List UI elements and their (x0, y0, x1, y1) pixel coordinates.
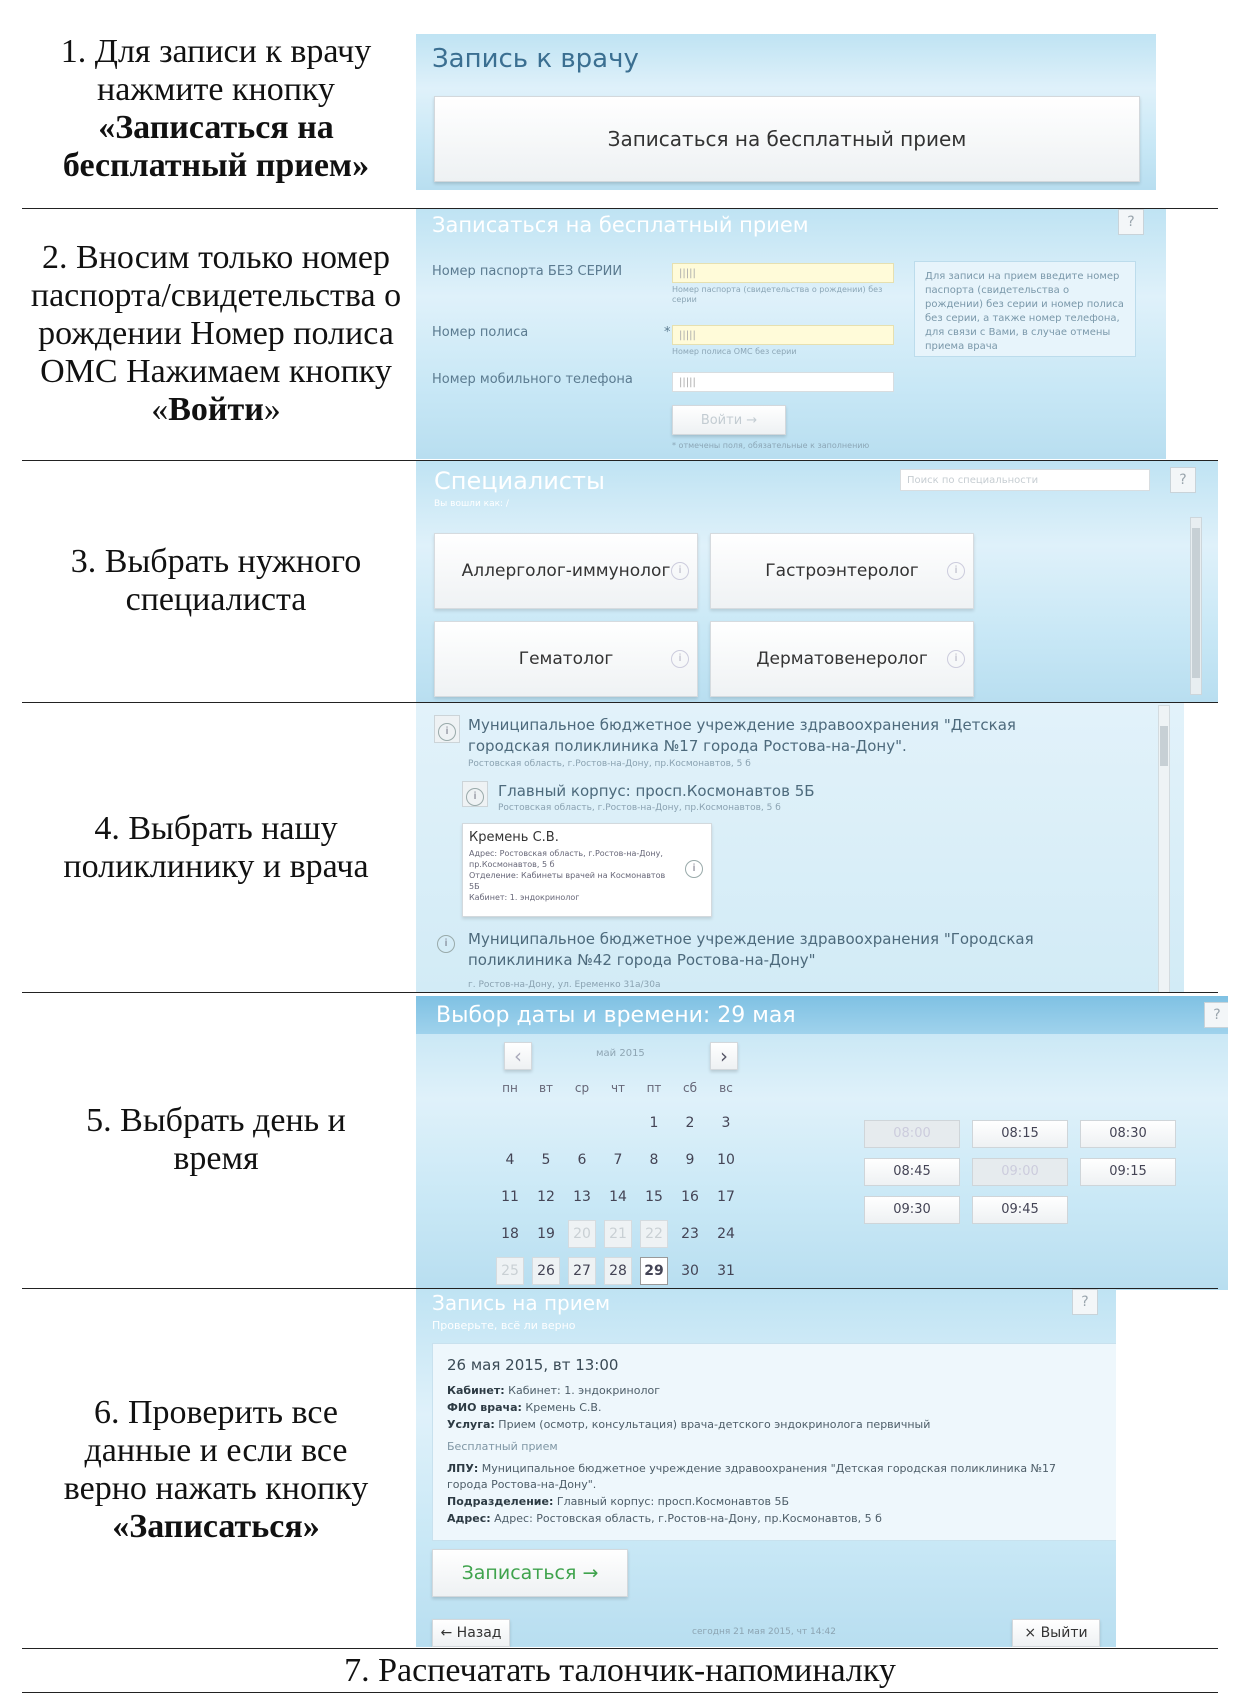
calendar-day[interactable]: 16 (681, 1188, 699, 1205)
step-3-instruction (22, 462, 410, 700)
time-slot[interactable]: 08:15 (972, 1120, 1068, 1148)
calendar-day[interactable]: 13 (573, 1188, 591, 1205)
weekday-thu: чт (610, 1081, 626, 1095)
day-label: 27 (568, 1257, 596, 1285)
calendar-day-disabled (636, 1215, 672, 1252)
divider (22, 1692, 1218, 1693)
room-value: Кабинет: 1. эндокринолог (504, 1384, 660, 1397)
weekday-mon: пн (502, 1081, 518, 1095)
passport-hint: Номер паспорта (свидетельства о рождении) без серии (672, 285, 883, 304)
calendar-day[interactable]: 1 (649, 1114, 659, 1131)
calendar-day[interactable]: 2 (685, 1114, 695, 1131)
day-label: 20 (568, 1220, 596, 1248)
login-button[interactable]: Войти → (672, 405, 786, 435)
prev-month-button[interactable]: ‹ (504, 1042, 532, 1070)
time-slot[interactable]: 08:45 (864, 1158, 960, 1186)
building-name[interactable]: Главный корпус: просп.Космонавтов 5Б (498, 782, 815, 800)
step-6-bold: «Записаться» (112, 1508, 320, 1545)
specialist-label: Дерматовенеролог (756, 649, 928, 669)
doctor-room: Кабинет: 1. эндокринолог (469, 893, 580, 902)
info-icon[interactable]: i (671, 562, 689, 580)
panel-date-time (416, 996, 1228, 1290)
doctor-name: Кремень С.В. (469, 830, 559, 845)
info-icon: i (438, 723, 456, 741)
step-5-text: 5. Выбрать день и время (86, 1102, 346, 1177)
divider (22, 992, 1218, 993)
info-icon[interactable]: i (947, 562, 965, 580)
specialist-label: Гематолог (518, 649, 614, 669)
info-icon: i (437, 935, 455, 953)
calendar-day[interactable]: 3 (721, 1114, 731, 1131)
calendar-day[interactable]: 9 (685, 1151, 695, 1168)
calendar-day (528, 1104, 564, 1141)
weekday-sun: вс (719, 1081, 733, 1095)
calendar-day-disabled (564, 1215, 600, 1252)
help-icon[interactable]: ? (1170, 467, 1196, 493)
step-6-instruction (22, 1290, 410, 1650)
clinic-1-info-button[interactable] (434, 715, 460, 743)
time-slot-disabled: 09:00 (972, 1158, 1068, 1186)
help-icon[interactable]: ? (1072, 1289, 1098, 1315)
today-label: сегодня 21 мая 2015, чт 14:42 (692, 1627, 836, 1637)
division-label: Подразделение: (447, 1495, 554, 1508)
submit-appointment-button[interactable]: Записаться → (432, 1549, 628, 1597)
service-label: Услуга: (447, 1418, 495, 1431)
day-label: 29 (640, 1257, 668, 1285)
panel-1-title: Запись к врачу (432, 44, 639, 74)
quote-close: » (263, 391, 281, 428)
calendar-day[interactable]: 12 (537, 1188, 555, 1205)
panel-6-title: Запись на прием (432, 1291, 611, 1315)
service-value: Прием (осмотр, консультация) врача-детского эндокринолога первичный (494, 1418, 931, 1431)
calendar-day (564, 1104, 600, 1141)
specialist-hematologist[interactable] (434, 621, 698, 697)
help-icon[interactable]: ? (1204, 1002, 1228, 1028)
room-label: Кабинет: (447, 1384, 505, 1397)
required-mark: * (664, 325, 671, 340)
quote-open: « (151, 391, 169, 428)
info-icon[interactable]: i (685, 860, 703, 878)
back-button[interactable]: ← Назад (432, 1619, 510, 1647)
calendar-day-disabled (492, 1252, 528, 1289)
step-4-instruction (22, 704, 410, 992)
building-address: Ростовская область, г.Ростов-на-Дону, пр.Космонавтов, 5 б (498, 803, 781, 813)
free-appointment-button[interactable]: Записаться на бесплатный прием (434, 96, 1140, 182)
time-slot-disabled: 08:00 (864, 1120, 960, 1148)
calendar-day (492, 1104, 528, 1141)
info-icon: i (466, 788, 484, 806)
free-label: Бесплатный прием (447, 1440, 558, 1453)
day-label: 28 (604, 1257, 632, 1285)
clinic-2-name[interactable]: Муниципальное бюджетное учреждение здравоохранения "Городская поликлиника №42 города Ростова-на-Дону" (468, 930, 1034, 969)
doctor-value: Кремень С.В. (521, 1401, 602, 1414)
building-info-button[interactable] (462, 781, 488, 807)
step-2-text: 2. Вносим только номер паспорта/свидетельства о рождении Номер полиса ОМС Нажимаем кнопку (30, 239, 402, 390)
lpu-label: ЛПУ: (447, 1462, 479, 1475)
calendar-day[interactable]: 5 (541, 1151, 551, 1168)
day-label: 21 (604, 1220, 632, 1248)
calendar-day[interactable]: 30 (681, 1262, 699, 1279)
doctor-card[interactable] (462, 823, 712, 917)
help-icon[interactable]: ? (1118, 209, 1144, 235)
weekday-fri: пт (646, 1081, 662, 1095)
weekday-tue: вт (538, 1081, 554, 1095)
calendar-day[interactable]: 24 (717, 1225, 735, 1242)
step-1-instruction (22, 28, 410, 190)
clinic-1-name[interactable]: Муниципальное бюджетное учреждение здравоохранения "Детская городская поликлиника №17 города Ростова-на-Дону". (468, 716, 1016, 755)
appointment-summary-card (432, 1343, 1116, 1541)
step-4-text: 4. Выбрать нашу поликлинику и врача (63, 810, 369, 885)
day-label: 22 (640, 1220, 668, 1248)
panel-confirm (416, 1289, 1116, 1647)
policy-label: Номер полиса (432, 325, 529, 340)
weekday-sat: сб (683, 1081, 697, 1095)
time-slot[interactable]: 09:30 (864, 1196, 960, 1224)
lpu-line (447, 1462, 1056, 1475)
clinic-1-address: Ростовская область, г.Ростов-на-Дону, пр.Космонавтов, 5 б (468, 759, 751, 769)
calendar-day[interactable]: 23 (681, 1225, 699, 1242)
panel-login (416, 209, 1166, 459)
specialist-gastroenterologist[interactable] (710, 533, 974, 609)
scrollbar[interactable] (1158, 705, 1170, 993)
calendar-day[interactable]: 18 (501, 1225, 519, 1242)
doctor-department: Отделение: Кабинеты врачей на Космонавтов 5Б (469, 871, 666, 891)
calendar-day[interactable]: 15 (645, 1188, 663, 1205)
lpu-line-2: города Ростова-на-Дону". (447, 1478, 597, 1491)
panel-5-title: Выбор даты и времени: 29 мая (436, 1003, 796, 1028)
calendar-day[interactable]: 7 (613, 1151, 623, 1168)
address-label: Адрес: (447, 1512, 491, 1525)
phone-input[interactable]: ||||| (672, 372, 894, 392)
calendar-day (600, 1104, 636, 1141)
clinic-2-info-button[interactable] (434, 929, 458, 953)
calendar-day[interactable]: 6 (577, 1151, 587, 1168)
required-note: * отмечены поля, обязательные к заполнению (672, 441, 870, 450)
division-line (447, 1495, 789, 1508)
scrollbar[interactable] (1190, 517, 1202, 695)
step-5-instruction (22, 994, 410, 1286)
calendar-day[interactable]: 19 (537, 1225, 555, 1242)
calendar-day-available[interactable] (564, 1252, 600, 1289)
scrollbar-thumb[interactable] (1160, 726, 1168, 766)
weekday-wed: ср (574, 1081, 590, 1095)
calendar-day[interactable]: 14 (609, 1188, 627, 1205)
time-slot[interactable]: 08:30 (1080, 1120, 1176, 1148)
info-icon[interactable]: i (947, 650, 965, 668)
panel-3-subtitle: Вы вошли как: / (434, 499, 509, 509)
calendar-day-selected[interactable] (636, 1252, 672, 1289)
doctor-line (447, 1401, 601, 1414)
specialist-search-input[interactable]: Поиск по специальности (900, 469, 1150, 491)
specialist-label: Гастроэнтеролог (765, 561, 919, 581)
panel-3-title: Специалисты (434, 467, 605, 495)
time-slot[interactable]: 09:15 (1080, 1158, 1176, 1186)
doctor-address: Адрес: Ростовская область, г.Ростов-на-Дону, пр.Космонавтов, 5 б (469, 849, 663, 869)
lpu-value: Муниципальное бюджетное учреждение здравоохранения "Детская городская поликлиника №17 (478, 1462, 1057, 1475)
appointment-datetime: 26 мая 2015, вт 13:00 (447, 1356, 619, 1374)
step-7-instruction: 7. Распечатать талончик-напоминалку (344, 1652, 896, 1689)
month-label: май 2015 (596, 1048, 645, 1059)
time-slot[interactable]: 09:45 (972, 1196, 1068, 1224)
policy-hint: Номер полиса ОМС без серии (672, 347, 797, 356)
step-6-text: 6. Проверить все данные и если все верно нажать кнопку (63, 1394, 369, 1507)
step-1-bold: «Записаться на бесплатный прием» (62, 109, 370, 184)
room-line (447, 1384, 660, 1397)
calendar-day-available[interactable] (600, 1252, 636, 1289)
step-2-instruction (22, 212, 410, 456)
calendar-day[interactable]: 17 (717, 1188, 735, 1205)
doctor-label: ФИО врача: (447, 1401, 522, 1414)
step-2-bold: Войти (168, 391, 264, 428)
calendar-day[interactable]: 4 (505, 1151, 515, 1168)
specialist-label: Аллерголог-иммунолог (461, 561, 671, 581)
calendar-day[interactable]: 8 (649, 1151, 659, 1168)
passport-label: Номер паспорта БЕЗ СЕРИИ (432, 264, 623, 279)
next-month-button[interactable]: › (710, 1042, 738, 1070)
step-3-text: 3. Выбрать нужного специалиста (70, 543, 362, 618)
calendar-day[interactable]: 10 (717, 1151, 735, 1168)
panel-6-subtitle: Проверьте, всё ли верно (432, 1319, 576, 1332)
calendar-grid (492, 1072, 744, 1289)
clinic-2-address: г. Ростов-на-Дону, ул. Еременко 31а/30а (468, 980, 661, 990)
calendar-day-disabled (600, 1215, 636, 1252)
info-icon[interactable]: i (671, 650, 689, 668)
day-label: 26 (532, 1257, 560, 1285)
policy-input[interactable]: ||||| (672, 325, 894, 345)
division-value: Главный корпус: просп.Космонавтов 5Б (553, 1495, 789, 1508)
calendar-day[interactable]: 31 (717, 1262, 735, 1279)
day-label: 25 (496, 1257, 524, 1285)
specialist-dermatovenerologist[interactable] (710, 621, 974, 697)
address-line (447, 1512, 882, 1525)
panel-clinics (416, 703, 1184, 993)
address-value: Адрес: Ростовская область, г.Ростов-на-Дону, пр.Космонавтов, 5 б (490, 1512, 882, 1525)
step-1-text: 1. Для записи к врачу нажмите кнопку (60, 33, 372, 108)
divider (22, 1648, 1218, 1649)
panel-appointment (416, 34, 1156, 190)
panel-2-title: Записаться на бесплатный прием (432, 213, 809, 237)
info-box: Для записи на прием введите номер паспорта (свидетельства о рождении) без серии и номер полиса без серии, а также номер телефона, для связи с Вами, в случае отмены приема врача (914, 261, 1136, 357)
service-line (447, 1418, 930, 1431)
specialist-allergist[interactable] (434, 533, 698, 609)
calendar-day-available[interactable] (528, 1252, 564, 1289)
phone-label: Номер мобильного телефона (432, 372, 633, 387)
passport-input[interactable]: ||||| (672, 263, 894, 283)
scrollbar-thumb[interactable] (1192, 528, 1200, 678)
panel-specialists (416, 461, 1218, 703)
logout-button[interactable]: × Выйти (1012, 1619, 1100, 1647)
calendar-day[interactable]: 11 (501, 1188, 519, 1205)
